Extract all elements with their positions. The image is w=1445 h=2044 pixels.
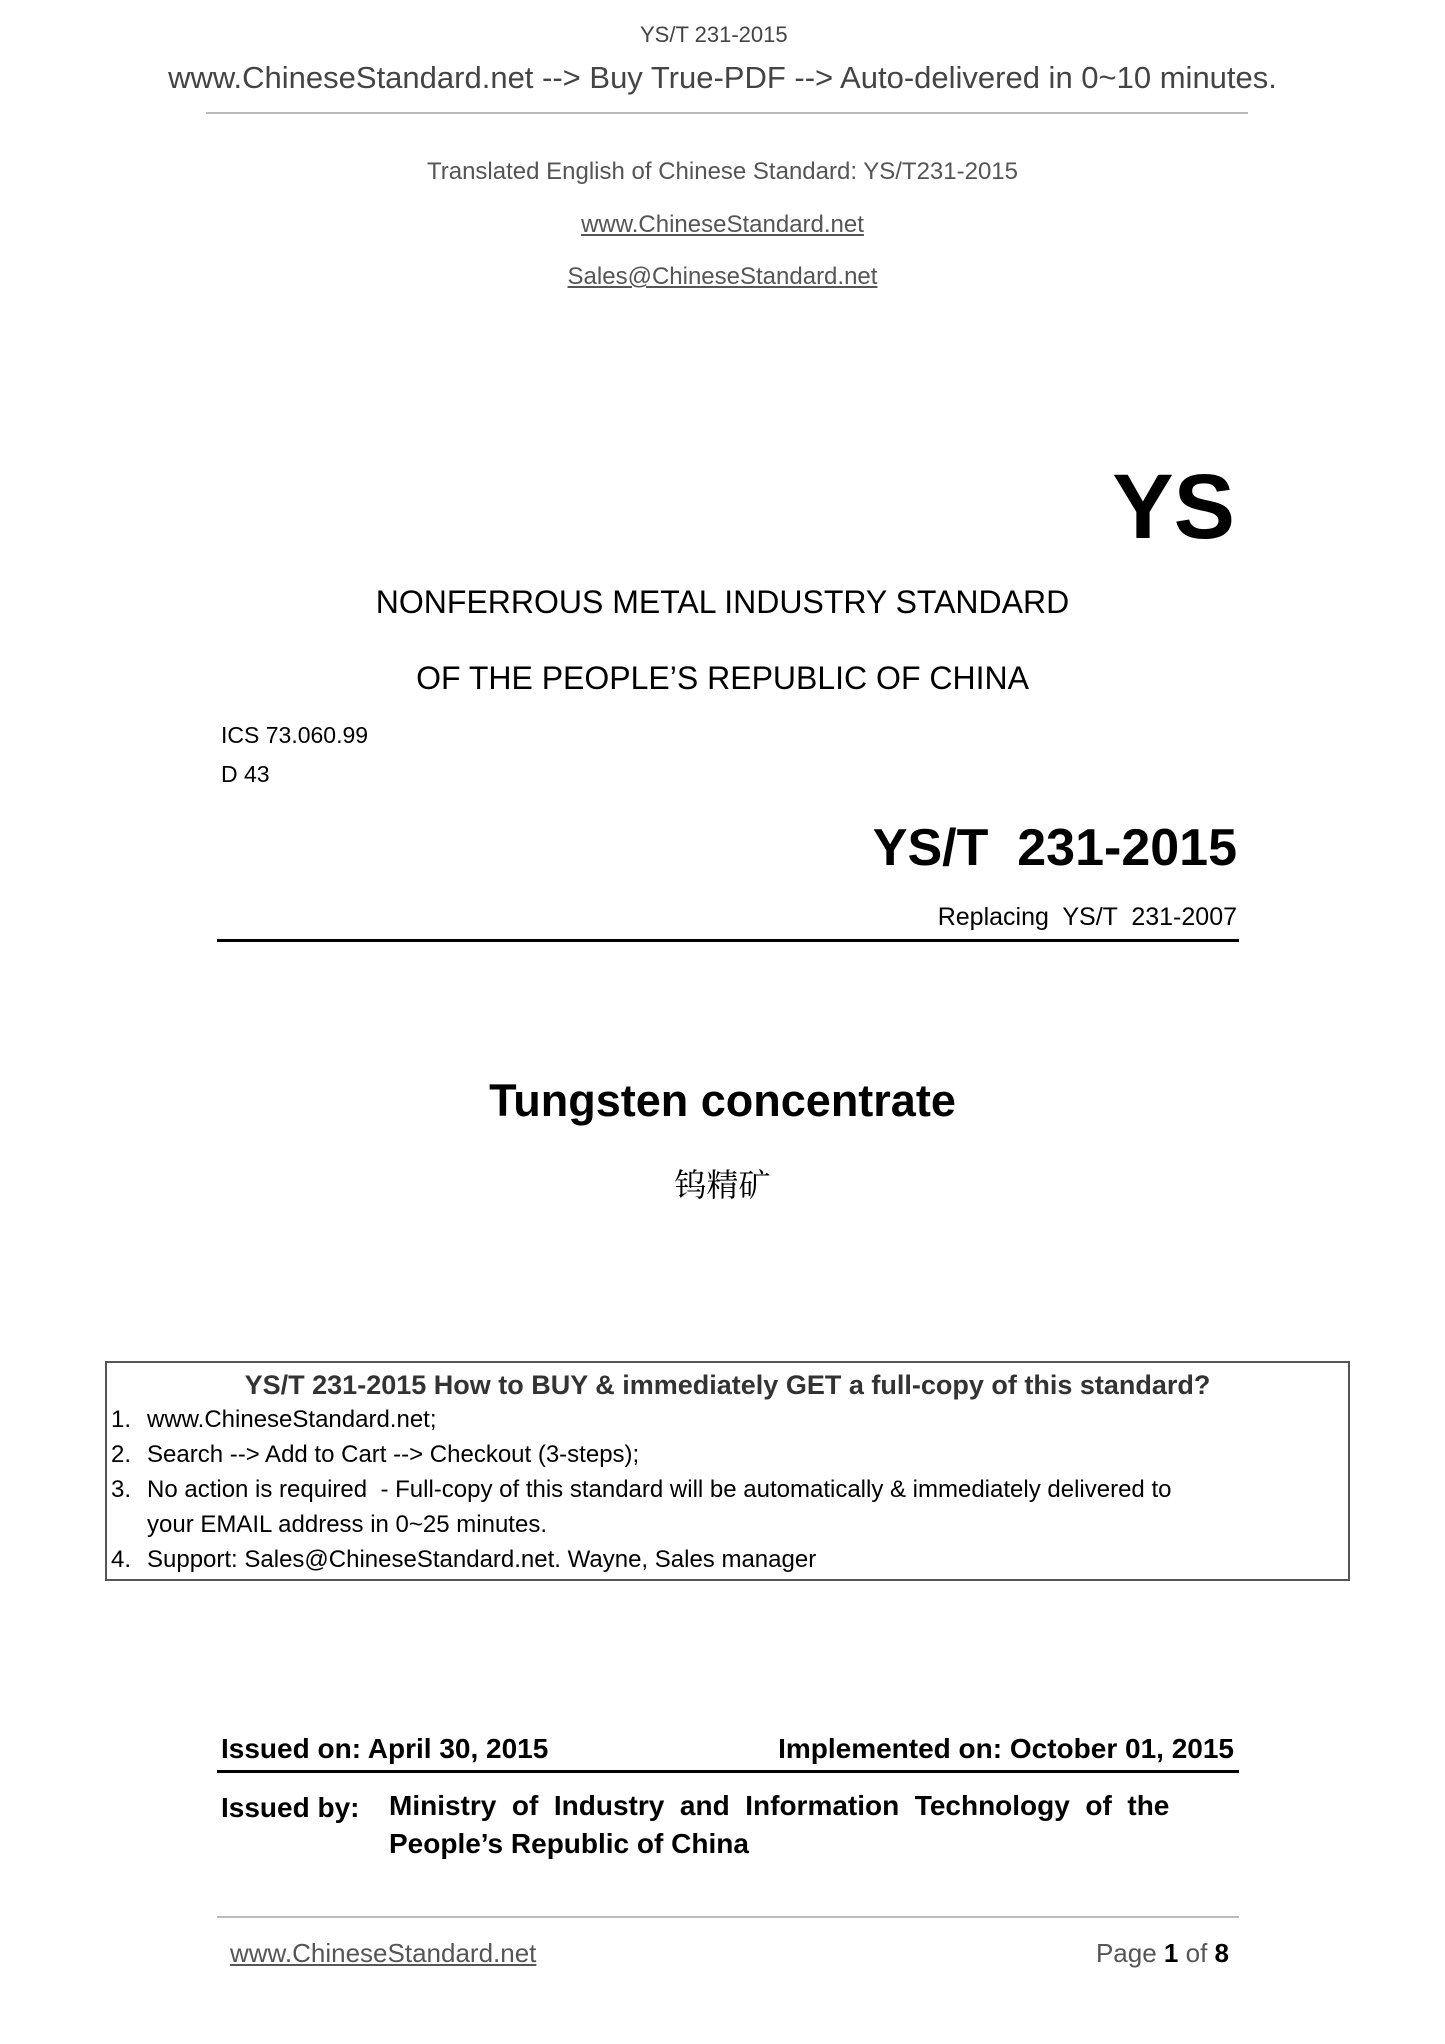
footer-divider: [217, 1916, 1239, 1918]
ccs-code: D 43: [221, 761, 270, 787]
issued-on: Issued on: April 30, 2015: [221, 1733, 549, 1764]
list-item: 1. www.ChineseStandard.net;: [111, 1406, 437, 1433]
ics-code: ICS 73.060.99: [221, 722, 369, 748]
website-link[interactable]: www.ChineseStandard.net: [581, 211, 864, 238]
title-english: Tungsten concentrate: [489, 1075, 956, 1126]
issue-divider: [217, 1770, 1239, 1773]
implemented-on: Implemented on: October 01, 2015: [778, 1733, 1234, 1764]
replacing-code: Replacing YS/T 231-2007: [937, 903, 1237, 931]
issued-by-label: Issued by:: [221, 1792, 360, 1823]
buy-box-title: YS/T 231-2015 How to BUY & immediately GET a full-copy of this standard?: [244, 1370, 1211, 1400]
header-divider: [206, 112, 1248, 114]
list-item: 4. Support: Sales@ChineseStandard.net. Wayne, Sales manager: [111, 1546, 817, 1573]
cover-divider: [217, 939, 1239, 942]
translated-note: Translated English of Chinese Standard: YS/T231-2015: [426, 158, 1019, 185]
buy-instructions-box: [105, 1361, 1350, 1581]
title-chinese: 钨精矿: [674, 1166, 771, 1204]
list-item: 3. No action is required - Full-copy of this standard will be automatically & immediately delivered to: [111, 1476, 1172, 1503]
issued-by-line2: People’s Republic of China: [389, 1828, 749, 1859]
email-link[interactable]: Sales@ChineseStandard.net: [567, 263, 878, 290]
standard-code: YS/T 231-2015: [872, 819, 1237, 877]
footer-website-link[interactable]: www.ChineseStandard.net: [230, 1938, 537, 1968]
issued-by-line1: Ministry of Industry and Information Technology of the: [389, 1790, 1170, 1821]
page-number: Page 1 of 8: [1095, 1938, 1229, 1968]
list-item: your EMAIL address in 0~25 minutes.: [147, 1511, 547, 1538]
header-banner: www.ChineseStandard.net --> Buy True-PDF --> Auto-delivered in 0~10 minutes.: [168, 60, 1277, 95]
ys-logo: YS: [1112, 456, 1235, 558]
standard-type-line2: OF THE PEOPLE’S REPUBLIC OF CHINA: [416, 660, 1029, 696]
list-item: 2. Search --> Add to Cart --> Checkout (3-steps);: [111, 1441, 640, 1468]
header-overlay-code: YS/T 231-2015: [640, 22, 788, 47]
standard-type-line1: NONFERROUS METAL INDUSTRY STANDARD: [375, 584, 1070, 620]
